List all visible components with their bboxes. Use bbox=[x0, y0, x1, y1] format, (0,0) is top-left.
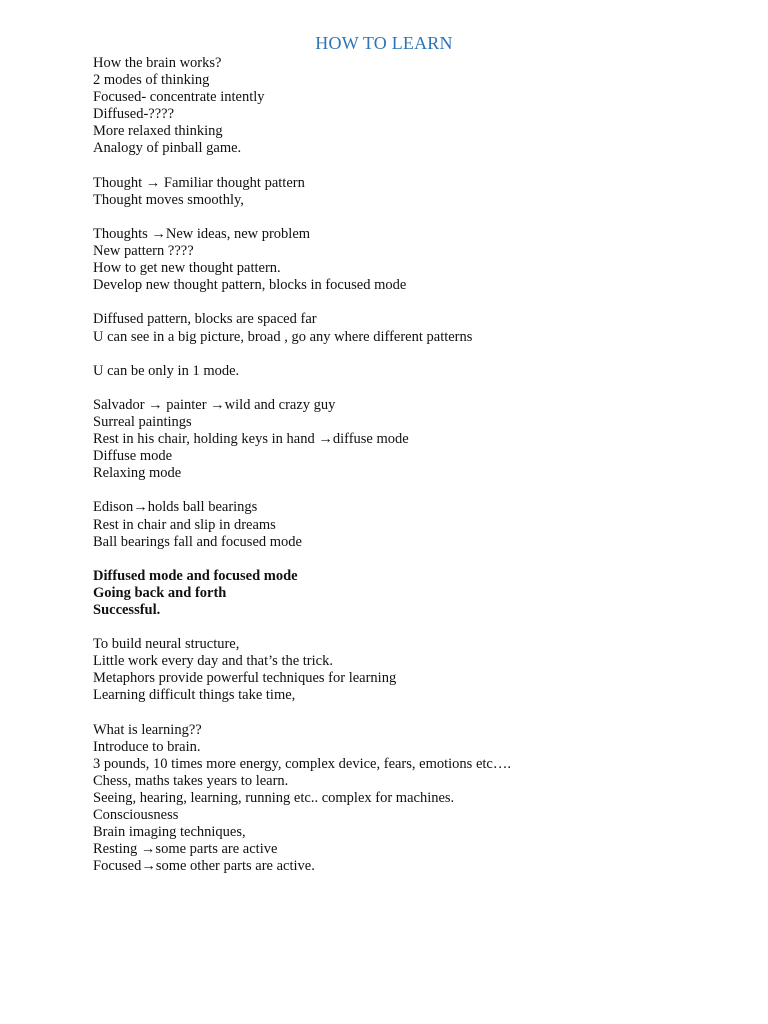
text-line: How to get new thought pattern. bbox=[93, 260, 281, 277]
section-diffused-pattern bbox=[93, 311, 733, 345]
text-line: Relaxing mode bbox=[93, 465, 182, 482]
text-line: Surreal paintings bbox=[93, 413, 192, 430]
text-line: Learning difficult things take time, bbox=[93, 687, 296, 704]
text-line: Rest in his chair, holding keys in hand →diffuse mode bbox=[93, 431, 409, 448]
text-line: Chess, maths takes years to learn. bbox=[93, 772, 289, 789]
section-one-mode bbox=[93, 363, 733, 380]
bold-text-line: Successful. bbox=[93, 602, 161, 618]
text-line: Introduce to brain. bbox=[93, 738, 201, 755]
text-line: To build neural structure, bbox=[93, 636, 240, 653]
text-line: U can be only in 1 mode. bbox=[93, 362, 240, 379]
text-line: Resting →some parts are active bbox=[93, 841, 278, 858]
text-line: Focused- concentrate intently bbox=[93, 89, 265, 106]
section-new-ideas bbox=[93, 226, 733, 294]
text-line: Develop new thought pattern, blocks in focused mode bbox=[93, 277, 407, 294]
text-line: Metaphors provide powerful techniques for learning bbox=[93, 670, 397, 687]
bold-text-line: Going back and forth bbox=[93, 584, 227, 601]
section-familiar-thought bbox=[93, 175, 733, 209]
text-line: Analogy of pinball game. bbox=[93, 140, 242, 157]
text-line: Brain imaging techniques, bbox=[93, 824, 246, 841]
text-line: Little work every day and that’s the trick. bbox=[93, 653, 333, 670]
text-line: Thoughts →New ideas, new problem bbox=[93, 225, 311, 242]
text-line: Focused→some other parts are active. bbox=[93, 858, 315, 875]
document-body bbox=[93, 55, 733, 893]
bold-text-line: Diffused mode and focused mode bbox=[93, 567, 298, 584]
text-line: More relaxed thinking bbox=[93, 123, 223, 140]
section-edison bbox=[93, 499, 733, 550]
text-line: Consciousness bbox=[93, 807, 179, 824]
text-line: 3 pounds, 10 times more energy, complex device, fears, emotions etc…. bbox=[93, 755, 511, 772]
text-line: What is learning?? bbox=[93, 721, 202, 738]
document-title: HOW TO LEARN bbox=[315, 33, 453, 53]
text-line: New pattern ???? bbox=[93, 243, 194, 260]
text-line: Seeing, hearing, learning, running etc.. complex for machines. bbox=[93, 790, 455, 807]
text-line: How the brain works? bbox=[93, 55, 222, 71]
text-line: Diffused pattern, blocks are spaced far bbox=[93, 311, 317, 328]
text-line: Diffused-???? bbox=[93, 106, 175, 123]
text-line: Ball bearings fall and focused mode bbox=[93, 533, 302, 550]
section-neural-structure bbox=[93, 636, 733, 704]
text-line: Diffuse mode bbox=[93, 448, 173, 465]
section-brain-modes bbox=[93, 55, 733, 158]
text-line: 2 modes of thinking bbox=[93, 72, 210, 89]
text-line: Edison→holds ball bearings bbox=[93, 499, 258, 516]
text-line: U can see in a big picture, broad , go any where different patterns bbox=[93, 328, 473, 345]
section-what-is-learning bbox=[93, 722, 733, 876]
text-line: Salvador → painter →wild and crazy guy bbox=[93, 396, 336, 413]
text-line: Thought → Familiar thought pattern bbox=[93, 174, 305, 191]
text-line: Thought moves smoothly, bbox=[93, 191, 244, 208]
text-line: Rest in chair and slip in dreams bbox=[93, 516, 276, 533]
section-salvador bbox=[93, 397, 733, 482]
section-back-and-forth bbox=[93, 568, 733, 619]
